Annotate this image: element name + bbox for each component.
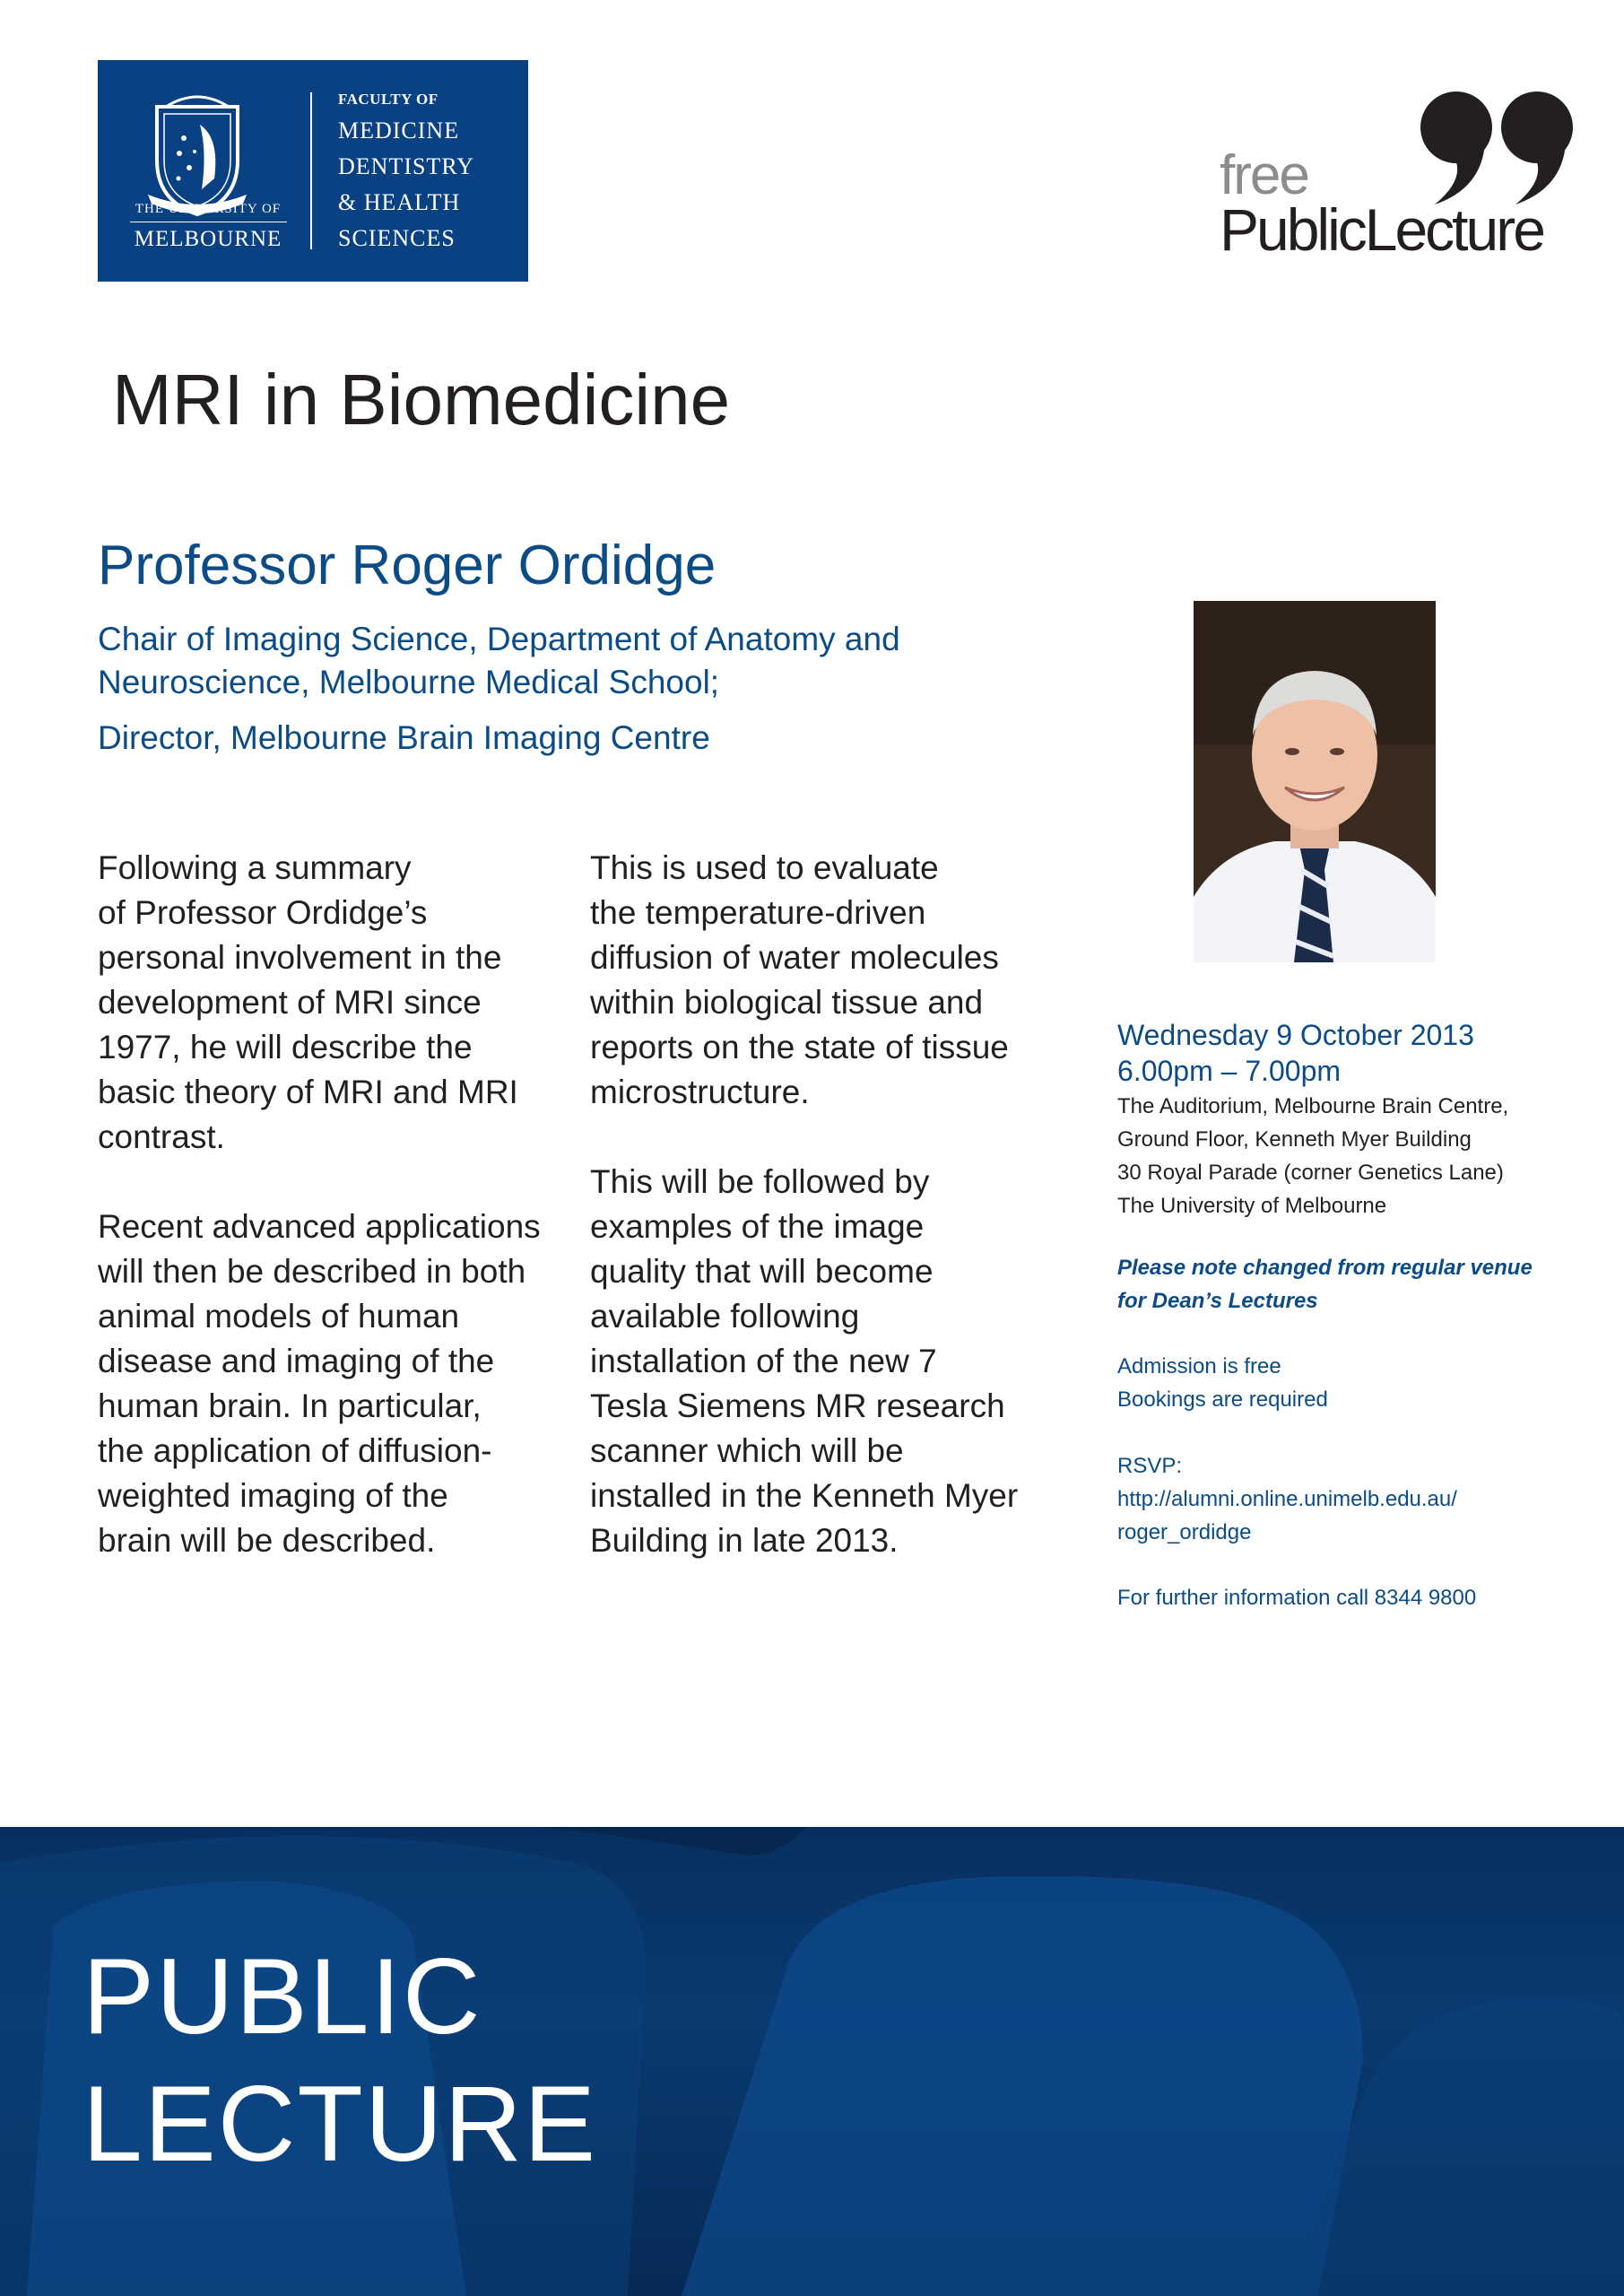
free-label: free (1220, 144, 1308, 206)
body-line: human brain. In particular, (98, 1387, 482, 1424)
rsvp-link[interactable]: http://alumni.online.unimelb.edu.au/ (1117, 1487, 1457, 1511)
rsvp-label: RSVP: (1117, 1454, 1183, 1478)
university-name-line2: MELBOURNE (134, 227, 282, 251)
faculty-line: DENTISTRY (338, 153, 474, 179)
public-lecture-brand: PublicLecture (1220, 196, 1543, 263)
body-line: scanner which will be (590, 1432, 904, 1469)
body-line: microstructure. (590, 1074, 810, 1110)
rsvp-info (1117, 1449, 1457, 1549)
body-line: within biological tissue and (590, 984, 984, 1021)
admission-text: Admission is free (1117, 1354, 1281, 1378)
speaker-role-line: Chair of Imaging Science, Department of Anatomy and (98, 621, 900, 657)
body-line: weighted imaging of the (98, 1477, 448, 1514)
university-logo (98, 60, 528, 282)
faculty-of-label: FACULTY OF (338, 91, 439, 108)
body-line: basic theory of MRI and MRI (98, 1074, 518, 1110)
event-venue (1117, 1090, 1508, 1222)
event-date: Wednesday 9 October 2013 (1117, 1019, 1474, 1051)
footer-title-line: PUBLIC (83, 1936, 482, 2057)
speaker-photo (1194, 601, 1436, 962)
body-column-1 (98, 846, 541, 1563)
body-line: available following (590, 1298, 860, 1335)
venue-line: 30 Royal Parade (corner Genetics Lane) (1117, 1161, 1504, 1185)
body-line: This is used to evaluate (590, 849, 939, 886)
event-time: 6.00pm – 7.00pm (1117, 1055, 1342, 1087)
venue-line: Ground Floor, Kenneth Myer Building (1117, 1127, 1472, 1152)
bookings-text: Bookings are required (1117, 1387, 1328, 1412)
venue-line: The Auditorium, Melbourne Brain Centre, (1117, 1094, 1509, 1118)
note-line: for Dean’s Lectures (1117, 1289, 1318, 1313)
body-line: Tesla Siemens MR research (590, 1387, 1005, 1424)
body-line: personal involvement in the (98, 939, 502, 976)
footer-title (83, 1933, 597, 2187)
body-line: Recent advanced applications (98, 1208, 541, 1245)
admission-info (1117, 1350, 1328, 1416)
body-column-2 (590, 846, 1018, 1563)
body-line: contrast. (98, 1118, 225, 1155)
speaker-role-line: Director, Melbourne Brain Imaging Centre (98, 719, 710, 756)
body-line: diffusion of water molecules (590, 939, 999, 976)
free-public-lecture-logo (1220, 90, 1578, 269)
body-line: of Professor Ordidge’s (98, 894, 428, 931)
body-line: the application of diffusion- (98, 1432, 492, 1469)
body-line: development of MRI since (98, 984, 482, 1021)
body-line: This will be followed by (590, 1163, 930, 1200)
faculty-line: & HEALTH (338, 189, 461, 215)
note-line: Please note changed from regular venue (1117, 1256, 1533, 1280)
venue-line: The University of Melbourne (1117, 1194, 1387, 1218)
body-line: installation of the new 7 (590, 1343, 937, 1379)
page-title: MRI in Biomedicine (112, 360, 731, 439)
body-line: animal models of human (98, 1298, 460, 1335)
body-line: installed in the Kenneth Myer (590, 1477, 1019, 1514)
footer-title-line: LECTURE (83, 2064, 598, 2184)
body-line: will then be described in both (98, 1253, 526, 1290)
venue-change-note (1117, 1251, 1533, 1318)
faculty-line: SCIENCES (338, 225, 456, 251)
speaker-name: Professor Roger Ordidge (98, 535, 716, 596)
body-line: examples of the image (590, 1208, 925, 1245)
body-line: Building in late 2013. (590, 1522, 899, 1559)
speaker-portrait-image (1194, 601, 1436, 962)
body-line: reports on the state of tissue (590, 1029, 1009, 1065)
body-line: Following a summary (98, 849, 412, 886)
footer-banner (0, 1827, 1624, 2296)
body-line: brain will be described. (98, 1522, 436, 1559)
body-line: 1977, he will describe the (98, 1029, 473, 1065)
body-line: the temperature-driven (590, 894, 926, 931)
body-line: quality that will become (590, 1253, 934, 1290)
university-name-line1: THE UNIVERSITY OF (135, 202, 282, 216)
body-line: disease and imaging of the (98, 1343, 495, 1379)
logo-divider (310, 92, 312, 249)
rsvp-link[interactable]: roger_ordidge (1117, 1520, 1252, 1544)
faculty-line: MEDICINE (338, 117, 460, 144)
speaker-role-line: Neuroscience, Melbourne Medical School; (98, 664, 720, 700)
quote-mark-icon (1419, 90, 1578, 206)
further-info: For further information call 8344 9800 (1117, 1586, 1477, 1610)
